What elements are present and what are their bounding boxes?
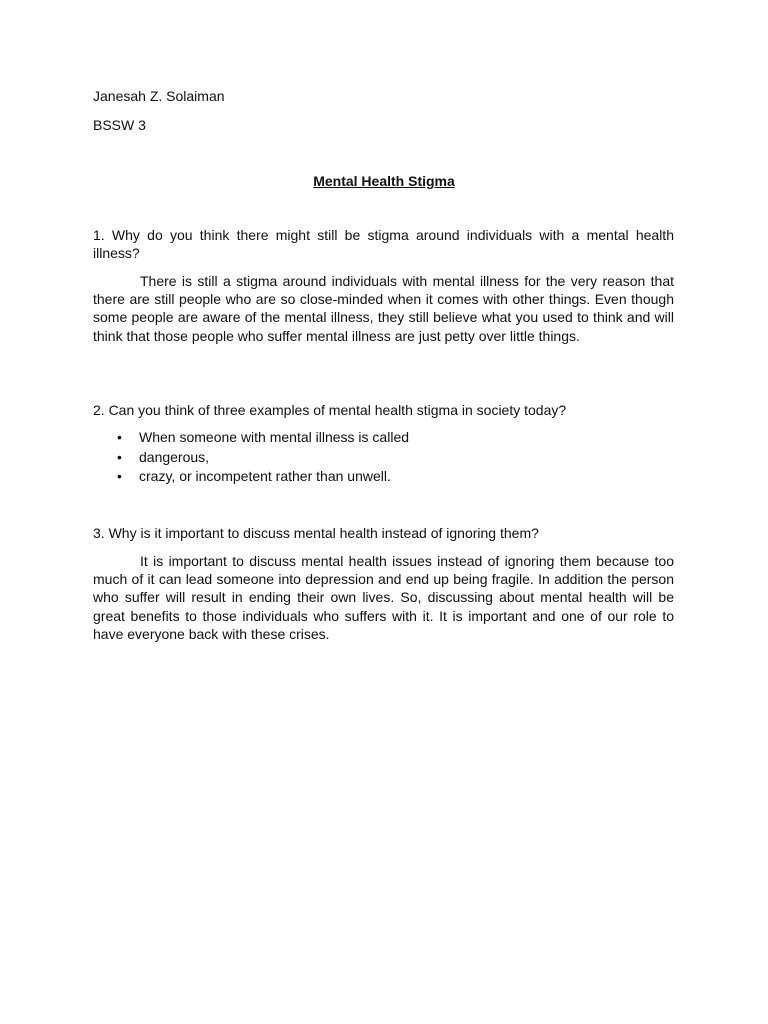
bullet-icon: • [117, 468, 122, 484]
bullet-icon: • [117, 429, 122, 445]
question-1: 1. Why do you think there might still be stigma around individuals with a mental health illness? [93, 227, 674, 262]
list-item [93, 428, 409, 448]
bullet-icon: • [117, 448, 122, 465]
author-name: Janesah Z. Solaiman [93, 88, 225, 104]
document-title: Mental Health Stigma [313, 173, 455, 189]
list-item [93, 448, 409, 468]
question-3: 3. Why is it important to discuss mental health instead of ignoring them? [93, 525, 539, 541]
answer-3: It is important to discuss mental health issues instead of ignoring them because too much of it can lead someone into depression and end up being fragile. In addition the person who suffer will result in ending their own lives. So, discussing about mental health will be great benefits to those individuals who suffers with it. It is important and one of our role to have everyone back with these crises. [93, 553, 674, 642]
answer-1: There is still a stigma around individuals with mental illness for the very reason that there are still people who are so close-minded when it comes with other things. Even though some people are aware of the mental illness, they still believe what you used to think and will think that those people who suffer mental illness are just petty over little things. [93, 273, 674, 344]
question-2: 2. Can you think of three examples of mental health stigma in society today? [93, 402, 567, 418]
list-item-text: When someone with mental illness is called [139, 429, 410, 445]
list-item-text: dangerous, [139, 448, 210, 465]
list-item [93, 467, 409, 487]
examples-list [93, 428, 409, 487]
course-label: BSSW 3 [93, 117, 146, 133]
list-item-text: crazy, or incompetent rather than unwell. [139, 468, 391, 484]
